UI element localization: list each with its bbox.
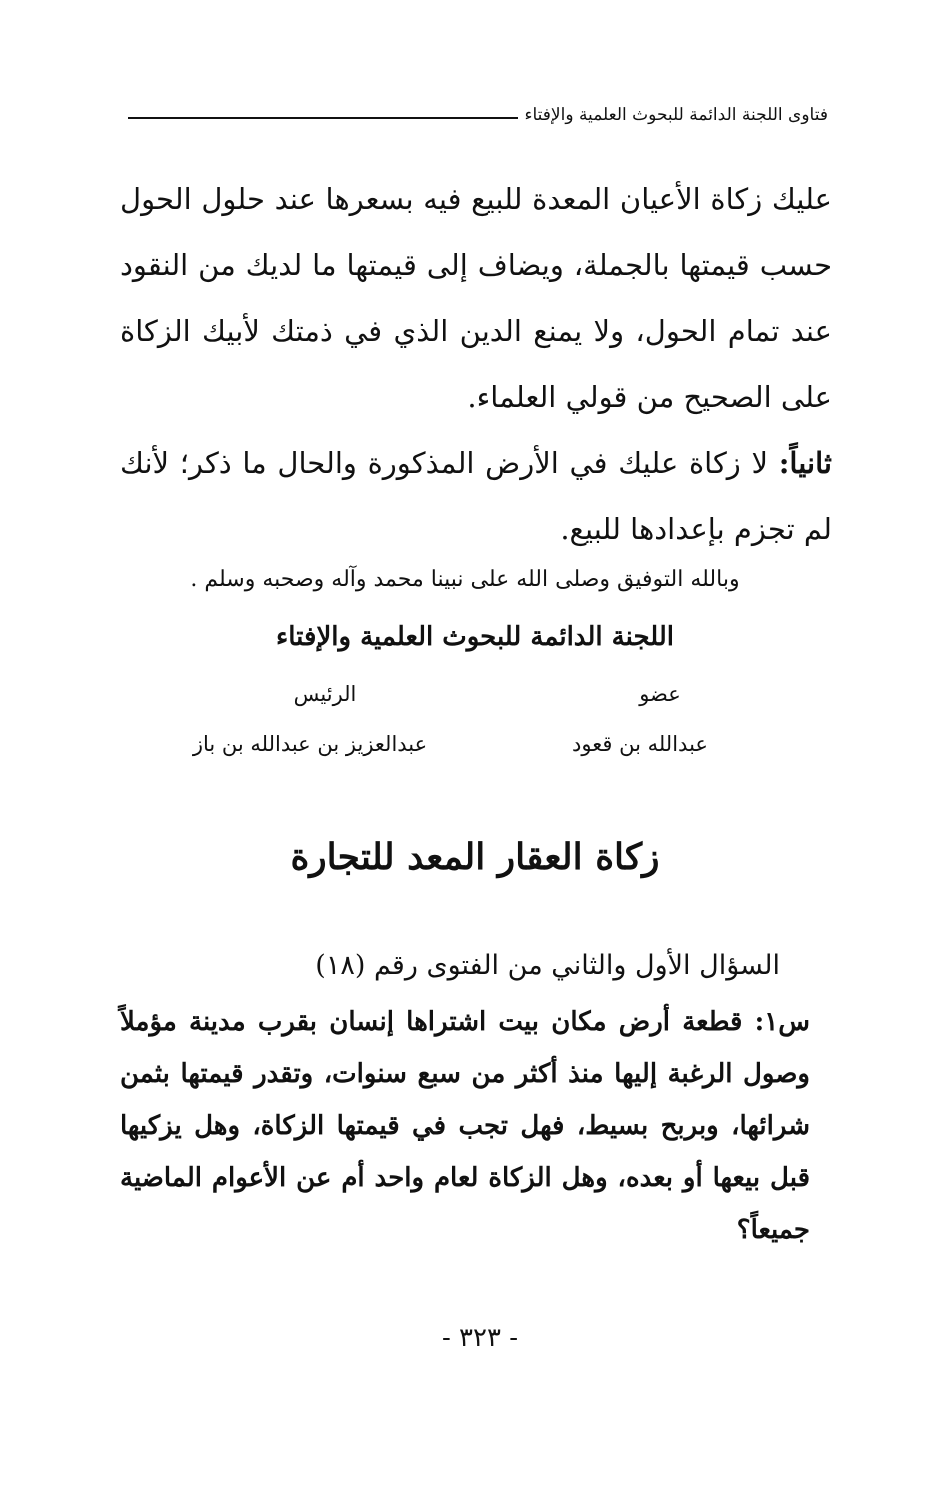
section-title: زكاة العقار المعد للتجارة: [290, 836, 660, 878]
chair-name: عبدالعزيز بن عبدالله بن باز: [192, 732, 428, 756]
chair-role: الرئيس: [293, 682, 357, 706]
page-number: - ٣٢٣ -: [441, 1323, 519, 1353]
answer-paragraph-1: عليك زكاة الأعيان المعدة للبيع فيه بسعرها عند حلول الحول حسب قيمتها بالجملة، ويضاف إلى قيمتها ما لديك من النقود عند تمام الحول، ولا يمنع الدين الذي في ذمتك لأبيك الزكاة على الصحيح من قولي العلماء.: [120, 182, 832, 414]
member-name: عبدالله بن قعود: [572, 732, 708, 756]
closing-prayer: وبالله التوفيق وصلى الله على نبينا محمد وآله وصحبه وسلم .: [190, 567, 740, 592]
member-role: عضو: [639, 682, 681, 706]
question-heading: السؤال الأول والثاني من الفتوى رقم (١٨): [315, 950, 780, 981]
committee-name: اللجنة الدائمة للبحوث العلمية والإفتاء: [276, 622, 674, 652]
answer-paragraph-2: [120, 430, 832, 562]
header-rule: [128, 117, 518, 119]
running-header: [128, 98, 828, 132]
question-text: س١: قطعة أرض مكان بيت اشتراها إنسان بقرب مدينة مؤملاً وصول الرغبة إليها منذ أكثر من سبع سنوات، وتقدر قيمتها بثمن شرائها، وبربح بسيط، فهل تجب في قيمتها الزكاة، وهل يزكيها قبل بيعها أو بعده، وهل الزكاة لعام واحد أم عن الأعوام الماضية جميعاً؟: [120, 1007, 810, 1245]
second-point-label: ثانياً:: [778, 446, 832, 480]
second-point-text: لا زكاة عليك في الأرض المذكورة والحال ما ذكر؛ لأنك لم تجزم بإعدادها للبيع.: [120, 446, 832, 546]
running-title: فتاوى اللجنة الدائمة للبحوث العلمية والإفتاء: [524, 105, 828, 125]
